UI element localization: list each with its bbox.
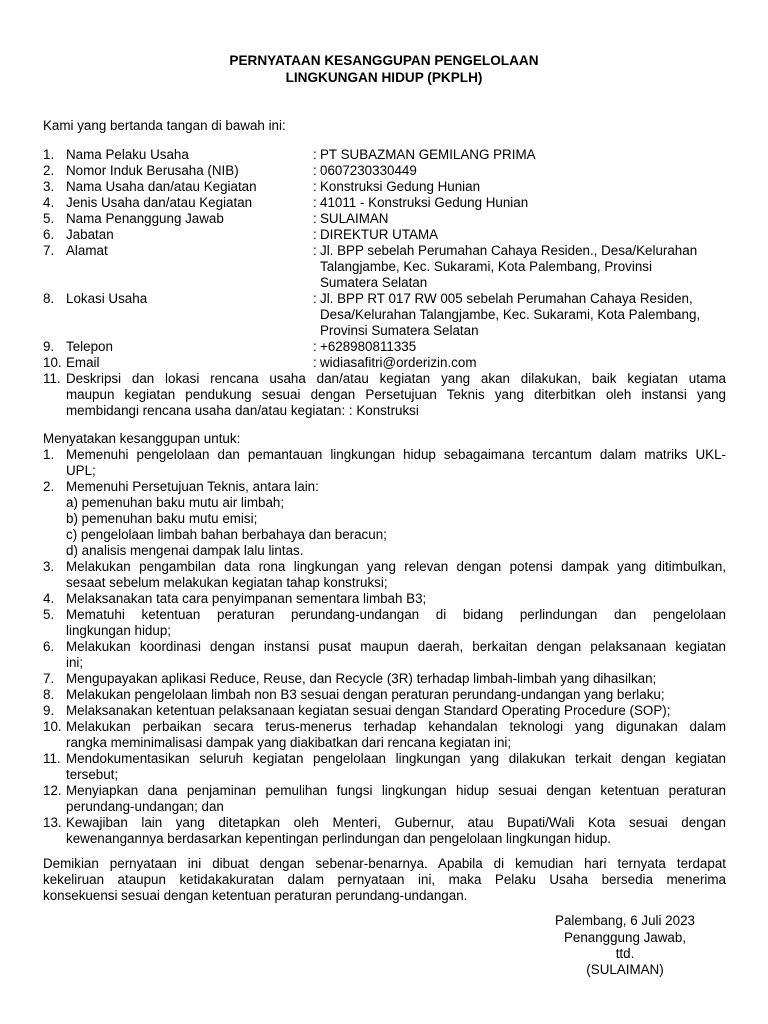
document-title-line2: LINGKUNGAN HIDUP (PKPLH) xyxy=(285,70,483,85)
identity-value: Provinsi Sumatera Selatan xyxy=(320,323,479,338)
identity-label: Telepon xyxy=(66,339,113,354)
identity-number: 6. xyxy=(43,227,55,242)
commitment-number: 1. xyxy=(43,447,55,462)
commitment-number: 6. xyxy=(43,639,55,654)
identity-number: 1. xyxy=(43,147,55,162)
identity-item-11-line: maupun kegiatan pendukung sesuai dengan Persetujuan Teknis yang diterbitkan oleh instansi yang xyxy=(66,387,726,402)
commitment-text: kewenangannya berdasarkan kepentingan perlindungan dan pengelolaan lingkungan hidup. xyxy=(66,831,611,846)
commitment-text: Mematuhi ketentuan peraturan perundang-undangan di bidang perlindungan dan pengelolaan xyxy=(66,607,726,622)
commitment-text: Melakukan pengelolaan limbah non B3 sesuai dengan peraturan perundang-undangan yang berlaku; xyxy=(66,687,665,702)
closing-line: kekeliruan ataupun ketidakakuratan dalam pernyataan ini, maka Pelaku Usaha bersedia menerima xyxy=(43,872,726,887)
commitment-text: Melakukan perbaikan secara terus-menerus terhadap kehandalan teknologi yang digunakan dalam xyxy=(66,719,726,734)
commitment-text: rangka meminimalisasi dampak yang diakibatkan dari rencana kegiatan ini; xyxy=(66,735,512,750)
signature-ttd: ttd. xyxy=(615,946,635,961)
commitment-number: 5. xyxy=(43,607,55,622)
commitment-text: tersebut; xyxy=(66,767,119,782)
identity-value: Jl. BPP RT 017 RW 005 sebelah Perumahan Cahaya Residen, xyxy=(320,291,693,306)
commitment-number: 11. xyxy=(43,751,61,766)
commitment-text: Menyiapkan dana penjaminan pemulihan fungsi lingkungan hidup sesuai dengan ketentuan peraturan xyxy=(66,783,726,798)
identity-value: DIREKTUR UTAMA xyxy=(320,227,439,242)
identity-value: PT SUBAZMAN GEMILANG PRIMA xyxy=(320,147,536,162)
commitment-text: Mendokumentasikan seluruh kegiatan pengelolaan lingkungan yang dilakukan terkait dengan kegiatan xyxy=(66,751,726,766)
commitment-text: a) pemenuhan baku mutu air limbah; xyxy=(66,495,285,510)
signature-role: Penanggung Jawab, xyxy=(563,930,687,945)
identity-number: 2. xyxy=(43,163,55,178)
identity-colon: : xyxy=(313,195,317,210)
identity-item-11-line: membidangi rencana usaha dan/atau kegiatan: : Konstruksi xyxy=(66,403,419,418)
identity-label: Lokasi Usaha xyxy=(66,291,148,306)
identity-value: widiasafitri@orderizin.com xyxy=(320,355,477,370)
identity-number: 4. xyxy=(43,195,55,210)
commitment-number: 13. xyxy=(43,815,62,830)
commitment-text: Kewajiban lain yang ditetapkan oleh Menteri, Gubernur, atau Bupati/Wali Kota sesuai dengan xyxy=(66,815,726,830)
commitment-number: 3. xyxy=(43,559,55,574)
commitment-number: 2. xyxy=(43,479,55,494)
commitment-number: 9. xyxy=(43,703,55,718)
identity-value: 0607230330449 xyxy=(320,163,417,178)
document-title-line1: PERNYATAAN KESANGGUPAN PENGELOLAAN xyxy=(229,53,539,68)
commitment-text: ini; xyxy=(66,655,84,670)
commitment-text: c) pengelolaan limbah bahan berbahaya dan beracun; xyxy=(66,527,387,542)
identity-colon: : xyxy=(313,211,317,226)
commitment-text: Melakukan pengambilan data rona lingkungan yang relevan dengan potensi dampak yang ditimbulkan, xyxy=(66,559,726,574)
identity-label: Jabatan xyxy=(66,227,114,242)
identity-colon: : xyxy=(313,355,317,370)
commitment-text: sesaat sebelum melakukan kegiatan tahap konstruksi; xyxy=(66,575,388,590)
signature-place-date: Palembang, 6 Juli 2023 xyxy=(555,913,695,928)
identity-colon: : xyxy=(313,147,317,162)
commitment-text: d) analisis mengenai dampak lalu lintas. xyxy=(66,543,304,558)
identity-number: 7. xyxy=(43,243,55,258)
commitment-text: UPL; xyxy=(66,463,96,478)
identity-number: 8. xyxy=(43,291,55,306)
identity-colon: : xyxy=(313,163,317,178)
commitment-number: 8. xyxy=(43,687,55,702)
identity-value: SULAIMAN xyxy=(320,211,389,226)
commitment-text: b) pemenuhan baku mutu emisi; xyxy=(66,511,258,526)
commitment-text: Melakukan koordinasi dengan instansi pusat maupun daerah, berkaitan dengan pelaksanaan kegiatan xyxy=(66,639,726,654)
identity-value: Jl. BPP sebelah Perumahan Cahaya Residen., Desa/Kelurahan xyxy=(320,243,698,258)
identity-value: Desa/Kelurahan Talangjambe, Kec. Sukarami, Kota Palembang, xyxy=(320,307,701,322)
identity-item-11-line: Deskripsi dan lokasi rencana usaha dan/atau kegiatan yang akan dilakukan, baik kegiatan utama xyxy=(66,371,726,386)
identity-label: Nomor Induk Berusaha (NIB) xyxy=(66,163,239,178)
identity-value: Talangjambe, Kec. Sukarami, Kota Palembang, Provinsi xyxy=(320,259,652,274)
identity-number: 10. xyxy=(43,355,62,370)
identity-value: Sumatera Selatan xyxy=(320,275,428,290)
identity-label: Alamat xyxy=(66,243,108,258)
identity-value: 41011 - Konstruksi Gedung Hunian xyxy=(320,195,529,210)
identity-label: Jenis Usaha dan/atau Kegiatan xyxy=(66,195,253,210)
commitment-number: 7. xyxy=(43,671,55,686)
commitment-text: Memenuhi Persetujuan Teknis, antara lain: xyxy=(66,479,319,494)
identity-value: Konstruksi Gedung Hunian xyxy=(320,179,481,194)
identity-colon: : xyxy=(313,339,317,354)
closing-line: konsekuensi sesuai dengan ketentuan peraturan perundang-undangan. xyxy=(43,888,468,903)
identity-number: 11. xyxy=(43,371,61,386)
identity-number: 5. xyxy=(43,211,55,226)
commitment-text: Melaksanakan ketentuan pelaksanaan kegiatan sesuai dengan Standard Operating Procedure (SOP); xyxy=(66,703,671,718)
identity-colon: : xyxy=(313,227,317,242)
commitment-number: 12. xyxy=(43,783,62,798)
identity-label: Nama Pelaku Usaha xyxy=(66,147,189,162)
identity-value: +628980811335 xyxy=(320,339,417,354)
statement-header: Menyatakan kesanggupan untuk: xyxy=(43,431,241,446)
identity-number: 3. xyxy=(43,179,55,194)
commitment-number: 4. xyxy=(43,591,55,606)
commitment-number: 10. xyxy=(43,719,62,734)
commitment-text: Melaksanakan tata cara penyimpanan sementara limbah B3; xyxy=(66,591,427,606)
commitment-text: perundang-undangan; dan xyxy=(66,799,224,814)
commitment-text: Mengupayakan aplikasi Reduce, Reuse, dan Recycle (3R) terhadap limbah-limbah yang dihasilkan; xyxy=(66,671,657,686)
identity-label: Email xyxy=(66,355,100,370)
identity-number: 9. xyxy=(43,339,55,354)
commitment-text: lingkungan hidup; xyxy=(66,623,171,638)
identity-colon: : xyxy=(313,243,317,258)
intro-text: Kami yang bertanda tangan di bawah ini: xyxy=(43,118,286,133)
signature-name: (SULAIMAN) xyxy=(586,962,664,977)
closing-line: Demikian pernyataan ini dibuat dengan sebenar-benarnya. Apabila di kemudian hari ternyata terdapat xyxy=(43,856,726,871)
identity-label: Nama Usaha dan/atau Kegiatan xyxy=(66,179,257,194)
commitment-text: Memenuhi pengelolaan dan pemantauan lingkungan hidup sebagaimana tercantum dalam matriks UKL- xyxy=(66,447,726,462)
identity-colon: : xyxy=(313,179,317,194)
identity-label: Nama Penanggung Jawab xyxy=(66,211,224,226)
identity-colon: : xyxy=(313,291,317,306)
